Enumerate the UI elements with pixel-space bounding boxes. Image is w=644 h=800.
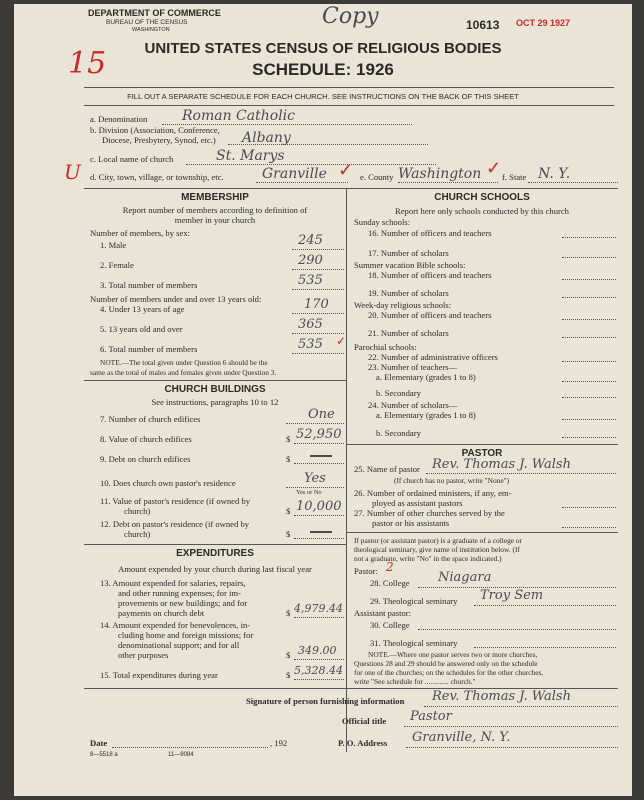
parochial-schools-label: Parochial schools: <box>354 342 417 352</box>
q24-label: 24. Number of scholars— <box>368 400 458 410</box>
q25-note: (If church has no pastor, write "None") <box>394 476 510 485</box>
q4-under13-value: 170 <box>304 297 329 312</box>
q1-male-value: 245 <box>298 233 323 248</box>
q8-dollar-sign: $ <box>286 434 291 444</box>
q31-seminary-label: 31. Theological seminary <box>370 638 458 648</box>
q13-label-line2: and other running expenses; for im- <box>118 588 241 598</box>
city-heading: WASHINGTON <box>132 27 170 33</box>
membership-heading: MEMBERSHIP <box>181 192 249 203</box>
q12-label-line2: church) <box>124 529 151 539</box>
q14-label-line1: 14. Amount expended for benevolences, in- <box>100 620 251 630</box>
pastor-sub-label: Pastor: <box>354 566 378 576</box>
q6-total-label: 6. Total number of members <box>100 344 198 354</box>
graduate-instruction-line3: not a graduate, write "No" in the space indicated.) <box>354 554 502 563</box>
pastor-note-line4: write "See schedule for ............. church." <box>354 677 476 686</box>
q11-label-line1: 11. Value of pastor's residence (if owned by <box>100 496 250 506</box>
q13-label-line4: payments on church debt <box>118 608 205 618</box>
q29-seminary-label: 29. Theological seminary <box>370 596 458 606</box>
q17-label: 17. Number of scholars <box>368 248 449 258</box>
po-address-value: Granville, N. Y. <box>412 730 511 745</box>
q20-label: 20. Number of officers and teachers <box>368 310 492 320</box>
pastor-heading: PASTOR <box>461 448 503 459</box>
local-name-label: c. Local name of church <box>90 154 174 164</box>
bureau-heading: BUREAU OF THE CENSUS <box>106 19 188 26</box>
q13-amount: 4,979.44 <box>294 602 343 615</box>
q15-amount: 5,328.44 <box>294 664 343 677</box>
q14-label-line4: other purposes <box>118 650 169 660</box>
q14-label-line3: denominational support; and for all <box>118 640 240 650</box>
form-number: 8—5518 a <box>90 752 118 758</box>
q13-dollar-sign: $ <box>286 608 291 618</box>
local-name-value: St. Marys <box>216 148 285 164</box>
yes-or-no-caption: Yes or No <box>296 489 322 496</box>
schedule-number-stamp: 10613 <box>466 18 500 32</box>
copy-annotation: Copy <box>322 4 379 29</box>
q2-female-label: 2. Female <box>100 260 134 270</box>
schedule-title: SCHEDULE: 1926 <box>252 60 394 79</box>
po-address-label: P. O. Address <box>338 738 388 748</box>
expenditures-subheading: Amount expended by your church during last fiscal year <box>118 564 312 574</box>
q25-label: 25. Name of pastor <box>354 464 420 474</box>
pastor-note-line3: for one of the churches; on the schedules for the other churches, <box>354 668 544 677</box>
date-year: , 192 <box>270 738 288 748</box>
form-title: UNITED STATES CENSUS OF RELIGIOUS BODIES <box>144 40 502 57</box>
q9-dollar-sign: $ <box>286 454 291 464</box>
q11-dollar-sign: $ <box>286 506 291 516</box>
q12-dollar-sign: $ <box>286 529 291 539</box>
signature-label: Signature of person furnishing information <box>246 696 405 706</box>
weekday-schools-label: Week-day religious schools: <box>354 300 452 310</box>
q15-label: 15. Total expenditures during year <box>100 670 218 680</box>
pastor-note-line2: Questions 28 and 29 should be answered only on the schedule <box>354 659 538 668</box>
date-label: Date <box>90 738 108 748</box>
q8-value-label: 8. Value of church edifices <box>100 434 192 444</box>
q15-dollar-sign: $ <box>286 670 291 680</box>
q11-label-line2: church) <box>124 506 151 516</box>
q16-label: 16. Number of officers and teachers <box>368 228 492 238</box>
q10-residence-label: 10. Does church own pastor's residence <box>100 478 236 488</box>
buildings-heading: CHURCH BUILDINGS <box>164 384 266 395</box>
sunday-schools-label: Sunday schools: <box>354 217 411 227</box>
q19-label: 19. Number of scholars <box>368 288 449 298</box>
division-label-line2: Diocese, Presbytery, Synod, etc.) <box>102 135 216 145</box>
official-title-value: Pastor <box>410 709 452 724</box>
q8-value-amount: 52,950 <box>296 427 342 442</box>
q29-seminary-value: Troy Sem <box>480 588 544 603</box>
q7-edifices-value: One <box>308 407 335 422</box>
q26-label-line1: 26. Number of ordained ministers, if any, em- <box>354 488 512 498</box>
red-check-county: ✓ <box>486 158 502 179</box>
red-u-annotation: U <box>64 160 81 184</box>
q27-label-line1: 27. Number of other churches served by the <box>354 508 505 518</box>
age-heading-label: Number of members under and over 13 years old: <box>90 294 262 304</box>
city-value: Granville <box>262 166 327 182</box>
q28-college-label: 28. College <box>370 578 410 588</box>
expenditures-heading: EXPENDITURES <box>176 548 254 559</box>
q5-over13-value: 365 <box>298 317 323 332</box>
denomination-value: Roman Catholic <box>182 108 295 124</box>
q26-label-line2: ployed as assistant pastors <box>372 498 463 508</box>
denomination-label: a. Denomination <box>90 114 148 124</box>
membership-intro-line2: member in your church <box>174 215 256 225</box>
schools-heading: CHURCH SCHOOLS <box>434 192 530 203</box>
division-value: Albany <box>242 130 291 146</box>
q3-total-value: 535 <box>298 273 323 288</box>
q23b-label: b. Secondary <box>376 388 421 398</box>
county-label: e. County <box>360 172 394 182</box>
red-check-city: ✓ <box>338 160 354 181</box>
q23-label: 23. Number of teachers— <box>368 362 458 372</box>
q22-label: 22. Number of administrative officers <box>368 352 498 362</box>
q14-dollar-sign: $ <box>286 650 291 660</box>
buildings-subheading: See instructions, paragraphs 10 to 12 <box>151 397 279 407</box>
state-label: f. State <box>502 172 527 182</box>
q13-label-line1: 13. Amount expended for salaries, repairs, <box>100 578 246 588</box>
division-label-line1: b. Division (Association, Conference, <box>90 125 220 135</box>
q1-male-label: 1. Male <box>100 240 127 250</box>
pastor-note-line1: NOTE.—Where one pastor serves two or more churches, <box>368 650 538 659</box>
q6-total-value: 535 <box>298 337 323 352</box>
q9-dash-mark <box>310 455 332 457</box>
q23a-label: a. Elementary (grades 1 to 8) <box>376 372 476 382</box>
q24b-label: b. Secondary <box>376 428 421 438</box>
summer-schools-label: Summer vacation Bible schools: <box>354 260 466 270</box>
official-title-label: Official title <box>342 716 387 726</box>
q12-dash-mark <box>310 531 332 533</box>
census-schedule-sheet <box>14 4 632 796</box>
q27-label-line2: pastor or his assistants <box>372 518 450 528</box>
form-instructions: FILL OUT A SEPARATE SCHEDULE FOR EACH CHURCH. SEE INSTRUCTIONS ON THE BACK OF THIS SHEET <box>127 92 519 101</box>
print-number: 11—9084 <box>168 752 194 758</box>
q12-label-line1: 12. Debt on pastor's residence (if owned by <box>100 519 250 529</box>
assistant-pastor-label: Assistant pastor: <box>354 608 412 618</box>
schools-intro: Report here only schools conducted by this church <box>395 206 569 216</box>
q30-college-label: 30. College <box>370 620 410 630</box>
membership-note-line1: NOTE.—The total given under Question 6 should be the <box>100 358 268 367</box>
membership-note-line2: same as the total of males and females given under Question 3. <box>90 368 277 377</box>
q18-label: 18. Number of officers and teachers <box>368 270 492 280</box>
q3-total-label: 3. Total number of members <box>100 280 198 290</box>
q4-under13-label: 4. Under 13 years of age <box>100 304 185 314</box>
pastor-red-mark: 2 <box>386 560 394 574</box>
q9-debt-label: 9. Debt on church edifices <box>100 454 191 464</box>
signature-value: Rev. Thomas J. Walsh <box>432 689 571 704</box>
q10-residence-value: Yes <box>304 471 326 486</box>
date-stamp: OCT 29 1927 <box>516 18 571 28</box>
q2-female-value: 290 <box>298 253 323 268</box>
q11-value-amount: 10,000 <box>296 499 342 514</box>
q21-label: 21. Number of scholars <box>368 328 449 338</box>
q24a-label: a. Elementary (grades 1 to 8) <box>376 410 476 420</box>
red-check-q6: ✓ <box>336 334 347 348</box>
members-by-sex-label: Number of members, by sex: <box>90 228 190 238</box>
q14-label-line2: cluding home and foreign missions; for <box>118 630 254 640</box>
q7-edifices-label: 7. Number of church edifices <box>100 414 201 424</box>
graduate-instruction-line1: If pastor (or assistant pastor) is a graduate of a college or <box>354 536 523 545</box>
q28-college-value: Niagara <box>438 570 492 585</box>
red-number-annotation: 15 <box>68 46 107 81</box>
membership-intro-line1: Report number of members according to definition of <box>122 205 308 215</box>
q25-pastor-name: Rev. Thomas J. Walsh <box>432 457 571 472</box>
q14-amount: 349.00 <box>298 644 337 657</box>
q13-label-line3: provements or new buildings; and for <box>118 598 248 608</box>
city-label: d. City, town, village, or township, etc. <box>90 172 224 182</box>
department-heading: DEPARTMENT OF COMMERCE <box>88 8 221 18</box>
graduate-instruction-line2: theological seminary, give name of institution below. (If <box>354 545 520 554</box>
q5-over13-label: 5. 13 years old and over <box>100 324 183 334</box>
state-value: N. Y. <box>538 166 571 182</box>
county-value: Washington <box>398 166 482 182</box>
